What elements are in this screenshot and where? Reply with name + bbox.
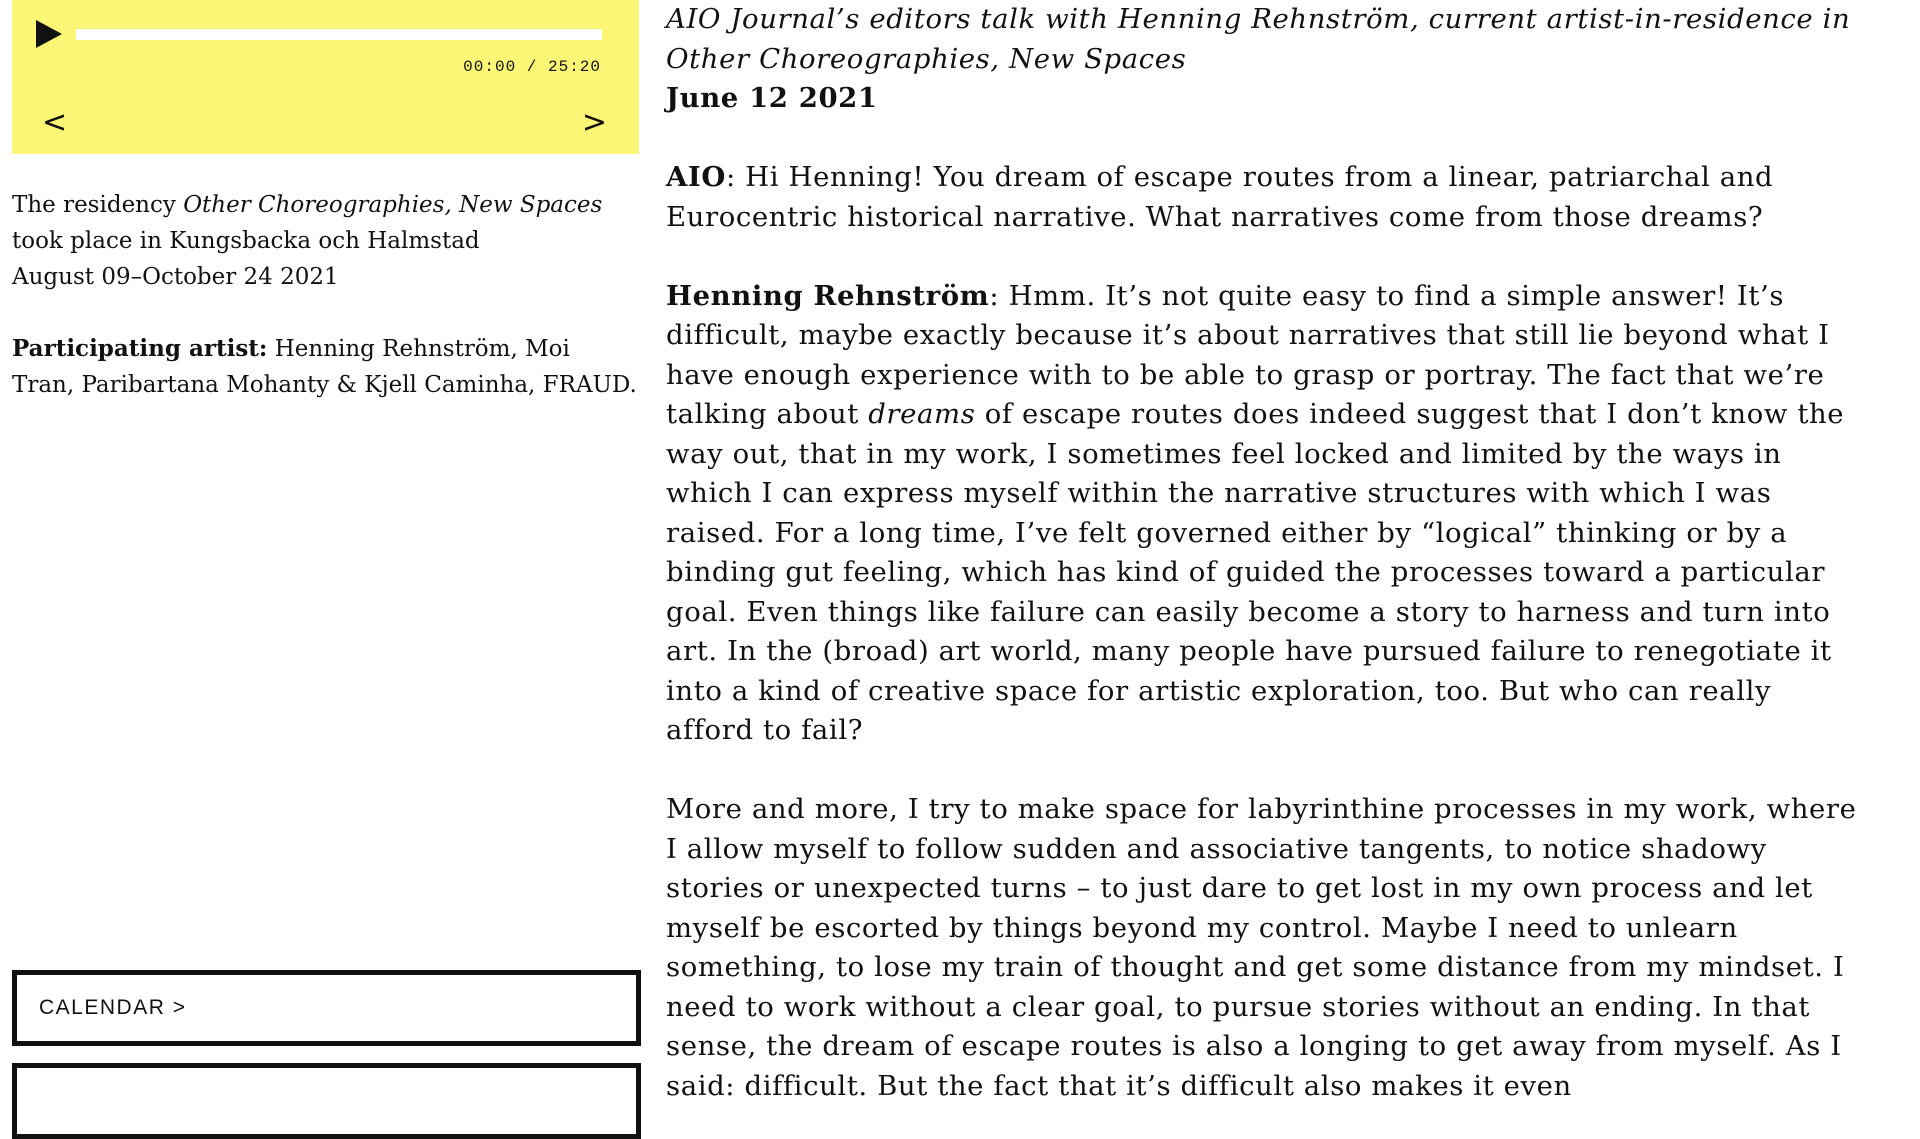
article-intro: AIO Journal’s editors talk with Henning Rehnström, current artist-in-residence in Other Choreographies, New Spaces (666, 3, 1851, 75)
answer-paragraph-continued: More and more, I try to make space for labyrinthine processes in my work, where I allow myself to follow sudden and associative tangents, to notice shadowy stories or unexpected turns – to just dare to get lost in my own process and let myself be escorted by things beyond my control. Maybe I need to unlearn something, to lose my train of thought and get some distance from my mindset. I need to work without a clear goal, to pursue stories without an ending. In that sense, the dream of escape routes is also a longing to get away from myself. As I said: difficult. But the fact that it’s difficult also makes it even (666, 793, 1857, 1102)
audio-player (12, 0, 639, 154)
residency-description: The residency Other Choreographies, New Spaces took place in Kungsbacka och Halmstad (12, 192, 603, 254)
answer-paragraph: Henning Rehnström: Hmm. It’s not quite easy to find a simple answer! It’s difficult, maybe exactly because it’s about narratives that still lie beyond what I have enough experience with to be able to grasp or portray. The fact that we’re talking about dreams of escape routes does indeed suggest that I don’t know the way out, that in my work, I sometimes feel locked and limited by the ways in which I can express myself within the narrative structures with which I was raised. For a long time, I’ve felt governed either by “logical” thinking or by a binding gut feeling, which has kind of guided the processes toward a particular goal. Even things like failure can easily become a story to harness and turn into art. In the (broad) art world, many people have pursued failure to renegotiate it into a kind of creative space for artistic exploration, too. But who can really afford to fail? (666, 279, 1845, 746)
play-button[interactable] (34, 18, 64, 50)
calendar-link[interactable]: CALENDAR > (12, 970, 641, 1046)
secondary-link[interactable] (12, 1063, 641, 1139)
sidebar (12, 0, 639, 1080)
previous-button[interactable]: < (42, 105, 68, 140)
program-title: Other Choreographies, New Spaces (183, 192, 603, 218)
speaker-henning: Henning Rehnström (666, 279, 990, 312)
play-icon (34, 18, 64, 50)
residency-info (12, 187, 639, 403)
progress-bar[interactable] (76, 29, 602, 40)
question-paragraph: AIO: Hi Henning! You dream of escape routes from a linear, patriarchal and Eurocentric historical narrative. What narratives come from those dreams? (666, 161, 1774, 233)
residency-dates: August 09–October 24 2021 (12, 264, 339, 290)
artists-list: Henning Rehnström, Moi Tran, Paribartana Mohanty & Kjell Caminha, FRAUD. (12, 336, 637, 398)
emphasis-dreams: dreams (868, 398, 976, 430)
speaker-aio: AIO (666, 161, 726, 193)
participating-artists (12, 331, 639, 403)
article-date: June 12 2021 (666, 82, 878, 114)
time-readout: 00:00 / 25:20 (463, 58, 601, 76)
article (666, 0, 1866, 1106)
next-button[interactable]: > (581, 105, 607, 140)
artists-label: Participating artist: (12, 335, 268, 362)
